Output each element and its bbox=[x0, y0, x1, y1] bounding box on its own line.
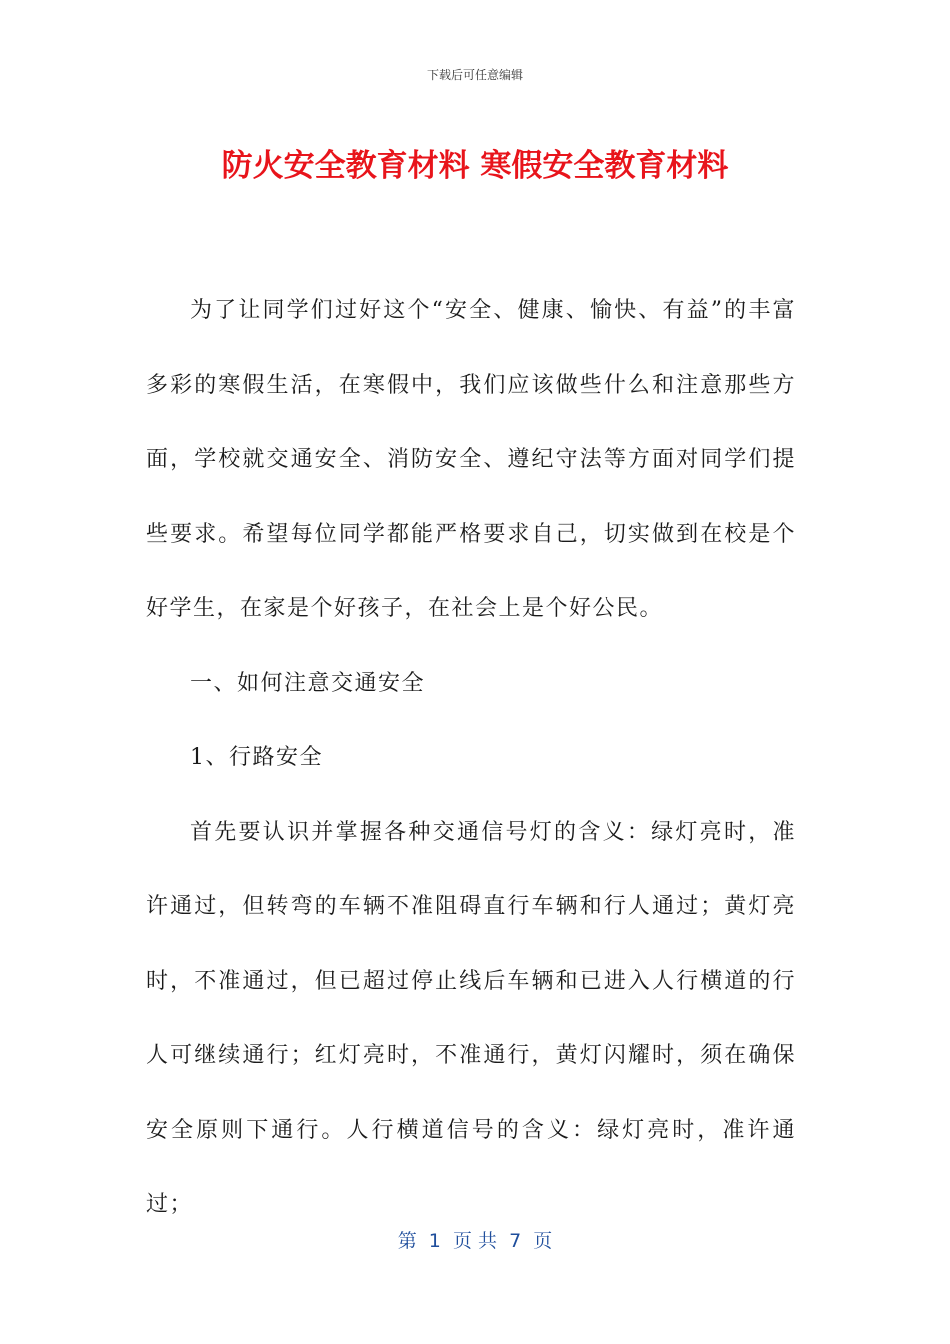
paragraph-intro: 为了让同学们过好这个“安全、健康、愉快、有益”的丰富多彩的寒假生活，在寒假中，我们应该做些什么和注意那些方面，学校就交通安全、消防安全、遵纪守法等方面对同学们提些要求。希望每位同学都能严格要求自己，切实做到在校是个好学生，在家是个好孩子，在社会上是个好公民。 bbox=[146, 298, 796, 621]
subsection-heading-walking: 1、行路安全 bbox=[190, 745, 323, 770]
document-title: 防火安全教育材料 寒假安全教育材料 bbox=[221, 148, 729, 184]
header-note: 下载后可任意编辑 bbox=[426, 68, 523, 82]
section-heading-traffic: 一、如何注意交通安全 bbox=[190, 670, 426, 696]
page-number-footer: 第 1 页 共 7 页 bbox=[397, 1230, 553, 1252]
paragraph-traffic-signals: 首先要认识并掌握各种交通信号灯的含义：绿灯亮时，准许通过，但转弯的车辆不准阻碍直行车辆和行人通过；黄灯亮时，不准通过，但已超过停止线后车辆和已进入人行横道的行人可继续通行；红灯亮时，不准通行，黄灯闪耀时，须在确保安全原则下通行。人行横道信号的含义：绿灯亮时，准许通过； bbox=[146, 819, 796, 1217]
document-body bbox=[146, 274, 796, 1243]
